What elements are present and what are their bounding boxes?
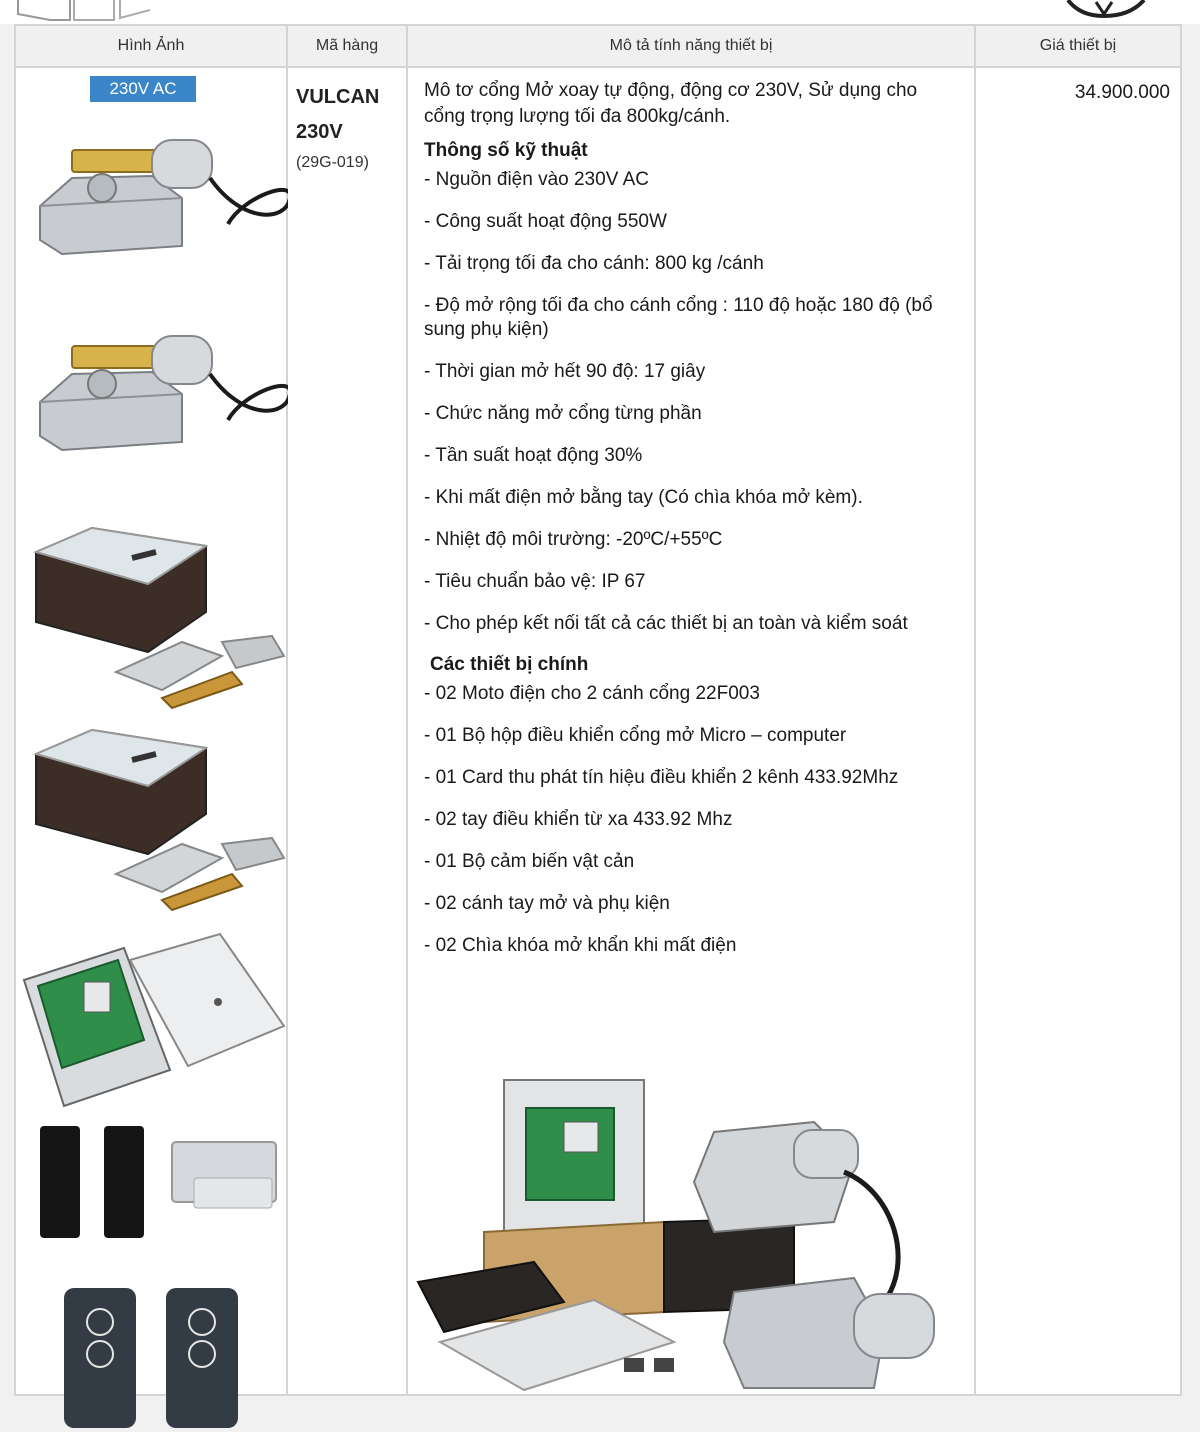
header-image: Hình Ảnh (15, 25, 287, 67)
table-row (15, 67, 1181, 1395)
list-item: - Công suất hoạt động 550W (424, 211, 667, 232)
list-item: - Khi mất điện mở bằng tay (Có chìa khóa mở kèm). (424, 487, 863, 508)
list-item: - 02 Moto điện cho 2 cánh cổng 22F003 (424, 683, 760, 704)
list-item: - 01 Bộ cảm biến vật cản (424, 851, 635, 872)
remote-control-image (56, 1282, 266, 1432)
list-item: - Cho phép kết nối tất cả các thiết bị an toàn và kiểm soát (424, 613, 908, 634)
logo-fragment (10, 0, 150, 22)
equipment-list (424, 682, 960, 958)
brand-logo-fragment (1060, 0, 1160, 22)
kit-bundle-image (414, 1072, 974, 1392)
list-item: - Độ mở rộng tối đa cho cánh cổng : 110 độ hoặc 180 độ (bổ sung phụ kiện) (424, 295, 933, 340)
price-cell (975, 67, 1181, 1395)
equipment-title: Các thiết bị chính (430, 654, 589, 675)
list-item: - Nguồn điện vào 230V AC (424, 169, 649, 190)
list-item: - 01 Card thu phát tín hiệu điều khiển 2 kênh 433.92Mhz (424, 767, 899, 788)
header-code: Mã hàng (287, 25, 407, 67)
product-price: 34.900.000 (1074, 82, 1170, 103)
list-item: - Nhiệt độ môi trường: -20ºC/+55ºC (424, 529, 723, 550)
list-item: - 02 cánh tay mở và phụ kiện (424, 893, 670, 914)
spec-title: Thông số kỹ thuật (424, 140, 588, 161)
spec-list (424, 168, 960, 636)
image-cell (15, 67, 287, 1395)
top-strip (0, 0, 1200, 24)
foundation-box-image (32, 522, 288, 712)
product-voltage: 230V (296, 121, 343, 143)
table-header-row (15, 25, 1181, 67)
list-item: - 02 Chìa khóa mở khẩn khi mất điện (424, 935, 737, 956)
product-table (14, 24, 1182, 1396)
list-item: - Chức năng mở cổng từng phần (424, 403, 702, 424)
list-item: - 02 tay điều khiển từ xa 433.92 Mhz (424, 809, 733, 830)
list-item: - 01 Bộ hộp điều khiển cổng mở Micro – computer (424, 725, 847, 746)
list-item: - Tải trọng tối đa cho cánh: 800 kg /cánh (424, 253, 764, 274)
list-item: - Tần suất hoạt động 30% (424, 445, 643, 466)
gate-motor-image (32, 128, 288, 268)
product-name: VULCAN (296, 86, 380, 108)
list-item: - Tiêu chuẩn bảo vệ: IP 67 (424, 571, 646, 592)
product-intro: Mô tơ cổng Mở xoay tự động, động cơ 230V, Sử dụng cho cổng trọng lượng tối đa 800kg/cánh. (424, 80, 918, 127)
header-description: Mô tả tính năng thiết bị (407, 25, 975, 67)
gate-motor-image (32, 324, 288, 464)
header-price: Giá thiết bị (975, 25, 1181, 67)
product-code: (29G-019) (296, 154, 369, 171)
foundation-box-image (32, 724, 288, 914)
voltage-badge: 230V AC (90, 76, 196, 102)
control-box-image (20, 930, 286, 1110)
list-item: - Thời gian mở hết 90 độ: 17 giây (424, 361, 706, 382)
code-cell (287, 67, 407, 1395)
photocell-sensor-image (34, 1118, 292, 1242)
description-cell (407, 67, 975, 1395)
